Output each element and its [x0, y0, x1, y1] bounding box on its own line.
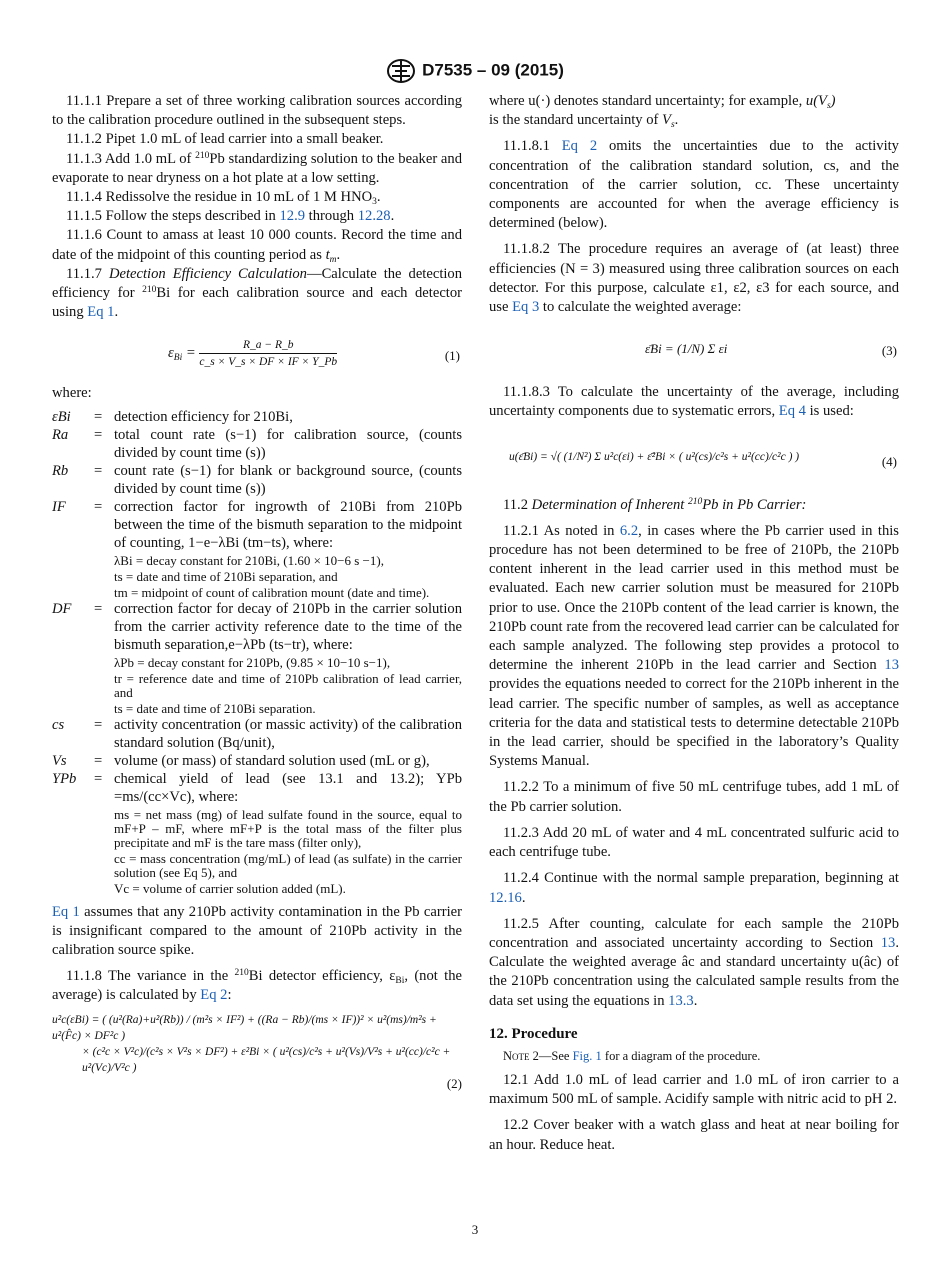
- def-row: εBi = detection efficiency for 210Bi,: [52, 408, 293, 425]
- para-11-1-8-2: 11.1.8.2 The procedure requires an average of (at least) three efficiencies (N = 3) measured using three calibration sources on each detector. For this purpose, calculate ε1, ε2, ε3 for each source, and use Eq 3 to calculate the weighted average:: [489, 241, 899, 316]
- def-row: YPb = chemical yield of lead (see 13.1 and 13.2); YPb =ms/(cc×Vc), where: ms = net mass (mg) of lead sulfate found in the source, equal to mF+P – mF, where mF+P is the total mass of the filter plus precipitate and mF is the tare mass (filter only), cc = mass concentration (mg/mL) of lead (as sulfate) in the carrier solution (see Eq 5), and Vc = volume of carrier solution added (mL).: [52, 770, 462, 896]
- link-section-13[interactable]: 13: [884, 657, 899, 674]
- link-eq-1[interactable]: Eq 1: [87, 304, 115, 321]
- link-12-9[interactable]: 12.9: [279, 208, 306, 225]
- equation-4: [489, 434, 899, 486]
- def-row: DF = correction factor for decay of 210Pb in the carrier solution from the carrier activity reference date to the time of the bismuth separation,e−λPb (ts−tr), where: λPb = decay constant for 210Pb, (9.85 × 10−10 s−1), tr = reference date and time of 210Pb calibration of lead carrier, and ts = date and time of 210Bi separation.: [52, 600, 462, 716]
- left-column: [52, 92, 462, 1092]
- equation-3: [489, 329, 899, 373]
- para-11-1-2: 11.1.2 Pipet 1.0 mL of lead carrier into a small beaker.: [66, 131, 384, 148]
- section-11-2-heading: 11.2 Determination of Inherent $^{210}$Pb in Pb Carrier:: [503, 496, 807, 513]
- link-eq-2[interactable]: Eq 2: [200, 987, 228, 1004]
- link-6-2[interactable]: 6.2: [619, 522, 639, 539]
- link-eq-2-b[interactable]: Eq 2: [561, 138, 598, 155]
- link-section-13-b[interactable]: 13: [880, 934, 896, 951]
- page-header: [0, 58, 950, 84]
- para-11-1-5: 11.1.5 Follow the steps described in 12.9 through 12.28.: [66, 208, 395, 225]
- para-11-2-3: 11.2.3 Add 20 mL of water and 4 mL concentrated sulfuric acid to each centrifuge tube.: [489, 824, 899, 861]
- def-row: Vs = volume (or mass) of standard solution used (mL or g),: [52, 752, 430, 769]
- df-sub-2: tr = reference date and time of 210Pb calibration of lead carrier, and: [114, 670, 462, 700]
- y-sub-2: cc = mass concentration (mg/mL) of lead (as sulfate) in the carrier solution (see Eq 5), and: [114, 850, 462, 880]
- para-12-1: 12.1 Add 1.0 mL of lead carrier and 1.0 mL of iron carrier to a maximum 500 mL of sample. Acidify sample with nitric acid to pH 2.: [489, 1071, 899, 1108]
- equation-2: [52, 1012, 462, 1092]
- eq2-line-2: × (c²c × V²c)/(c²s × V²s × DF²) + ε²Bi × ( u²(cs)/c²s + u²(Vs)/V²s + u²(cc)/c²c + u²(Vc)/V²c ): [82, 1045, 451, 1074]
- def-row: Ra = total count rate (s−1) for calibration source, (counts divided by count time (s)): [52, 426, 462, 461]
- eq1-number: (1): [444, 348, 460, 364]
- astm-logo-icon: [386, 58, 416, 84]
- para-11-1-6: 11.1.6 Count to amass at least 10 000 counts. Record the time and date of the midpoint of this counting period as $t_m$.: [52, 227, 462, 265]
- note-2: Note 2—See Fig. 1 for a diagram of the procedure.: [503, 1048, 761, 1063]
- para-11-1-8: 11.1.8 The variance in the $^{210}$Bi detector efficiency, $\varepsilon_{Bi}$, (not the average) is calculated by Eq 2:: [52, 968, 462, 1004]
- para-11-1-8-3: 11.1.8.3 To calculate the uncertainty of the average, including uncertainty components due to systematic errors, Eq 4 is used:: [489, 384, 899, 420]
- df-sub-1: λPb = decay constant for 210Pb, (9.85 × 10−10 s−1),: [114, 654, 391, 670]
- eq1-assumption: Eq 1 assumes that any 210Pb activity contamination in the Pb carrier is insignificant compared to the amount of 210Pb activity in the calibration source spike.: [52, 903, 462, 959]
- eq1-denominator: c_s × V_s × DF × IF × Y_Pb: [199, 356, 338, 369]
- y-sub-1: ms = net mass (mg) of lead sulfate found in the source, equal to mF+P – mF, where mF+P is the total mass of the filter plus precipitate and mF is the tare mass (filter only),: [114, 806, 462, 850]
- eq1-numerator: R_a − R_b: [199, 338, 337, 354]
- right-column: [489, 92, 899, 1155]
- para-11-2-4: 11.2.4 Continue with the normal sample preparation, beginning at 12.16.: [489, 870, 899, 906]
- where-u-def: where u(·) denotes standard uncertainty; for example, $u(V_s)$ is the standard uncertainty of $V_s$.: [489, 93, 836, 131]
- eq3-number: (3): [881, 343, 897, 359]
- def-row: cs = activity concentration (or massic activity) of the calibration standard solution (Bq/unit),: [52, 716, 462, 751]
- eq4-number: (4): [881, 453, 897, 469]
- eq2-line-1: u²c(εBi) = ( (u²(Ra)+u²(Rb)) / (m²s × IF²) + ((Ra − Rb)/(ms × IF))² × u²(ms)/m²s + u²(F̂c) × DF²c ): [52, 1013, 437, 1042]
- para-11-1-1: 11.1.1 Prepare a set of three working calibration sources according to the calibration procedure outlined in the subsequent steps.: [52, 93, 462, 129]
- para-11-1-4: 11.1.4 Redissolve the residue in 10 mL of 1 M $HNO_3$.: [66, 189, 381, 208]
- document-title: D7535 – 09 (2015): [422, 60, 564, 80]
- definitions-table: [52, 408, 462, 896]
- if-sub-2: ts = date and time of 210Bi separation, and: [114, 568, 338, 584]
- equation-1: $\varepsilon_{Bi}$ = $\frac{R\_a - R\_b}{c\_s \times V\_s \times DF \times IF \times Y\_Pb}$ (1): [168, 339, 460, 369]
- def-row: IF = correction factor for ingrowth of 210Bi from 210Pb between the time of the bismuth separation to the midpoint of counting, 1−e−λBi (tm−ts), where: λBi = decay constant for 210Bi, (1.60 × 10−6 s −1), ts = date and time of 210Bi separation, and tm = midpoint of count of calibration mount (date and time).: [52, 498, 462, 600]
- link-eq-1-note[interactable]: Eq 1: [52, 903, 80, 920]
- link-13-3[interactable]: 13.3: [668, 992, 694, 1009]
- para-11-1-7: 11.1.7 Detection Efficiency Calculation—Calculate the detection efficiency for $^{210}$Bi for each calibration source and each detector using Eq 1.: [52, 265, 463, 321]
- link-fig-1[interactable]: Fig. 1: [572, 1048, 602, 1063]
- para-11-1-8-1: 11.1.8.1 Eq 2 omits the uncertainties due to the activity concentration of the calibration standard solution, cs, and the concentration of the carrier solution, cc. These uncertainty components are accounted for when the average efficiency is determined (below).: [489, 138, 899, 232]
- para-11-2-2: 11.2.2 To a minimum of five 50 mL centrifuge tubes, add 1 mL of the Pb carrier solution.: [489, 779, 899, 815]
- where-label: where:: [52, 385, 92, 402]
- if-sub-3: tm = midpoint of count of calibration mount (date and time).: [114, 584, 430, 600]
- df-sub-3: ts = date and time of 210Bi separation.: [114, 700, 316, 716]
- page-number: 3: [471, 1222, 479, 1237]
- link-eq-3[interactable]: Eq 3: [512, 299, 540, 316]
- para-12-2: 12.2 Cover beaker with a watch glass and heat at near boiling for an hour. Reduce heat.: [489, 1117, 899, 1153]
- eq2-number: (2): [446, 1075, 462, 1091]
- if-sub-1: λBi = decay constant for 210Bi, (1.60 × 10−6 s −1),: [114, 552, 384, 568]
- y-sub-3: Vc = volume of carrier solution added (mL).: [114, 880, 346, 896]
- link-eq-4[interactable]: Eq 4: [778, 403, 806, 420]
- section-12-heading: 12. Procedure: [489, 1025, 578, 1042]
- link-12-16[interactable]: 12.16: [489, 889, 522, 906]
- eq3-body: ε̄Bi = (1/N) Σ εi: [645, 341, 728, 357]
- eq4-body: u(ε̄Bi) = √( (1/N²) Σ u²c(εi) + ε̄²Bi × ( u²(cs)/c²s + u²(cc)/c²c ) ): [509, 450, 800, 463]
- para-11-1-3: 11.1.3 Add 1.0 mL of $^{210}$Pb standardizing solution to the beaker and evaporate to near dryness on a hot plate at a low setting.: [52, 150, 463, 186]
- link-12-28[interactable]: 12.28: [357, 208, 391, 225]
- para-11-2-1: 11.2.1 As noted in 6.2, in cases where the Pb carrier used in this procedure has not been determined to be free of 210Pb, the 210Pb content inherent in the lead carrier used in this method must be evaluated. Each new carrier solution must be measured for 210Pb prior to use. Once the 210Pb content of the lead carrier is known, the 210Pb count rate from the recovered lead carrier can be calculated for each sample analyzed. The following step provides a protocol to determine the inherent 210Pb in the lead carrier and Section 13 provides the equations needed to correct for the 210Pb inherent in the lead carrier. The specific number of samples, as well as acceptance criteria for the data and statistical tests to determine detectable 210Pb in the lead carrier, should be specified in the laboratory’s Quality Systems Manual.: [489, 522, 899, 770]
- def-row: Rb = count rate (s−1) for blank or background source, (counts divided by count time (s)): [52, 462, 462, 497]
- para-11-2-5: 11.2.5 After counting, calculate for each sample the 210Pb concentration and associated uncertainty according to Section 13. Calculate the weighted average âc and standard uncertainty u(âc) of the 210Pb concentration using the calculated sample results from the data set using the equations in 13.3.: [489, 915, 899, 1009]
